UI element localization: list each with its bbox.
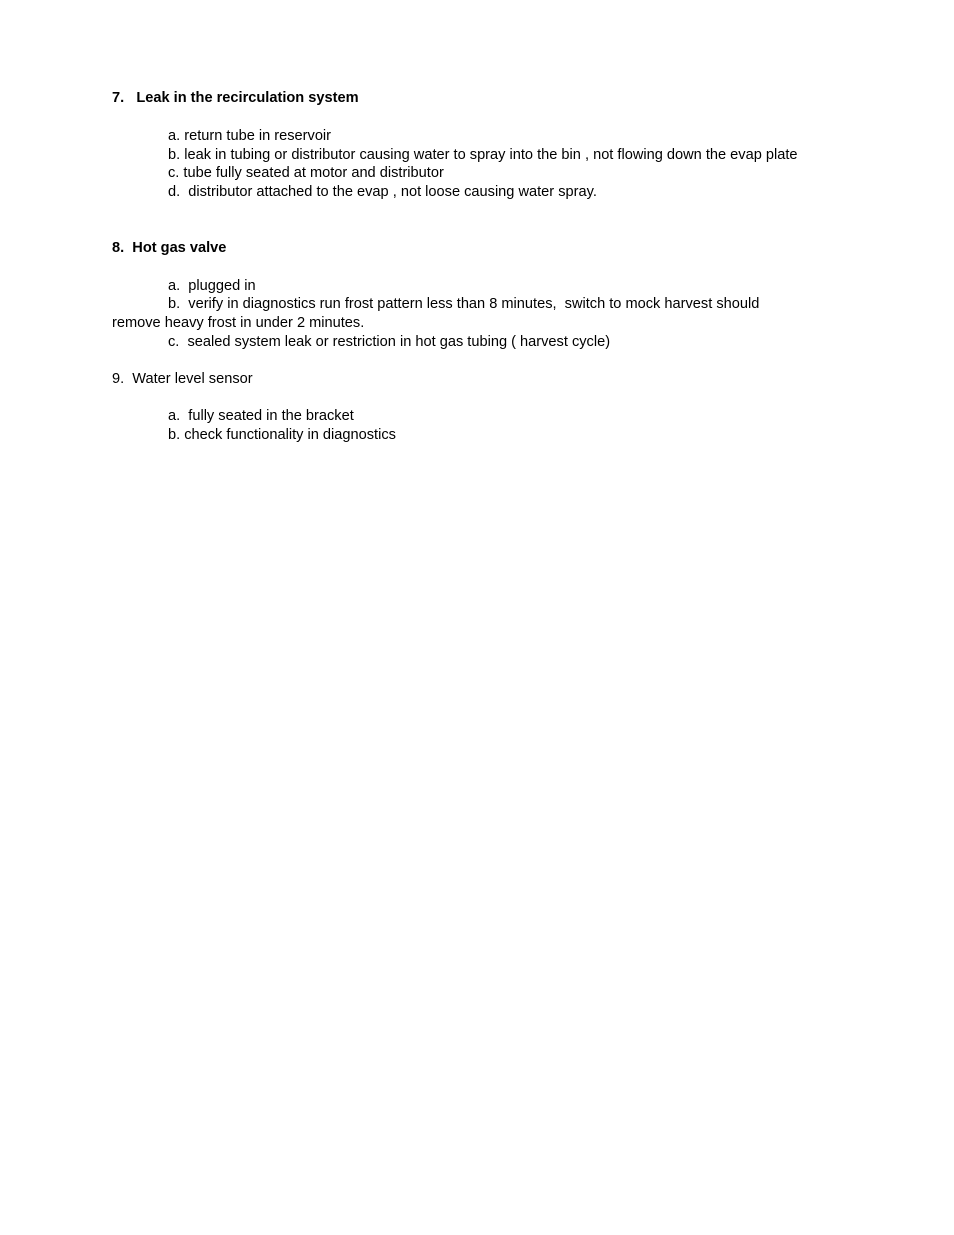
section-8-item-a: a. plugged in	[168, 278, 256, 294]
section-9-item-a: a. fully seated in the bracket	[168, 408, 354, 424]
section-7-heading: 7. Leak in the recirculation system	[112, 90, 359, 106]
section-9-item-b: b. check functionality in diagnostics	[168, 427, 396, 443]
section-8-item-b: b. verify in diagnostics run frost pattern less than 8 minutes, switch to mock harvest should	[168, 296, 760, 312]
section-7-item-c: c. tube fully seated at motor and distributor	[168, 165, 444, 181]
section-8-item-b-continued: remove heavy frost in under 2 minutes.	[112, 315, 365, 331]
section-8-item-c: c. sealed system leak or restriction in hot gas tubing ( harvest cycle)	[168, 334, 611, 350]
section-9-heading: 9. Water level sensor	[112, 371, 253, 387]
section-7-item-d: d. distributor attached to the evap , not loose causing water spray.	[168, 184, 597, 200]
section-7-item-b: b. leak in tubing or distributor causing water to spray into the bin , not flowing down the evap plate	[168, 147, 798, 163]
section-7-item-a: a. return tube in reservoir	[168, 128, 332, 144]
section-8-heading: 8. Hot gas valve	[112, 240, 227, 256]
